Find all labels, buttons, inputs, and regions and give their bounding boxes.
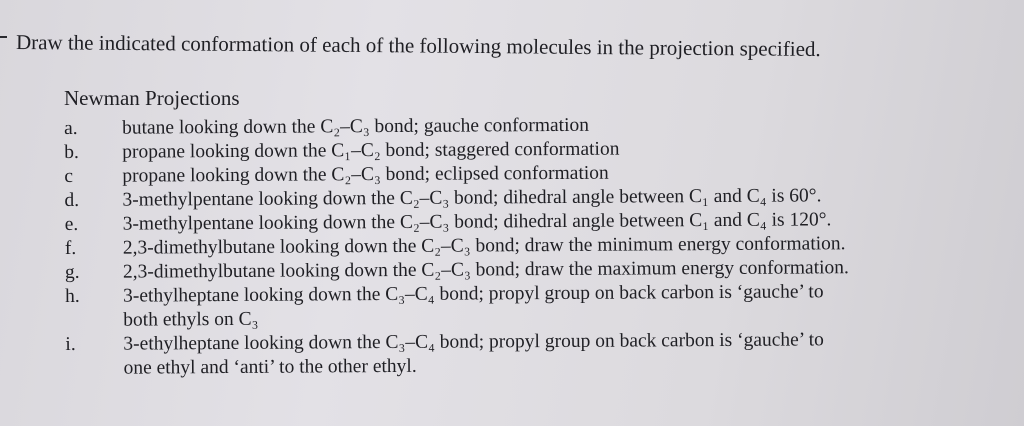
problem-list bbox=[64, 111, 986, 381]
item-letter: e. bbox=[64, 213, 79, 235]
item-text bbox=[123, 280, 824, 332]
item-letter: i. bbox=[65, 333, 76, 355]
list-item-i bbox=[65, 327, 985, 381]
question-bullet bbox=[0, 36, 7, 38]
item-letter: f. bbox=[64, 237, 77, 259]
item-line: 2,3-dimethylbutane looking down the C₂–C₃ bond; draw the minimum energy conformation. bbox=[122, 233, 846, 259]
item-text bbox=[122, 162, 609, 189]
item-letter: d. bbox=[64, 189, 80, 211]
item-line: butane looking down the C₂–C₃ bond; gauche conformation bbox=[122, 114, 590, 139]
item-line: 3-ethylheptane looking down the C₃–C₄ bond; propyl group on back carbon is ‘gauche’ to bbox=[123, 281, 824, 307]
item-line: 3-methylpentane looking down the C₂–C₃ bond; dihedral angle between C₁ and C₄ is 120°. bbox=[122, 209, 832, 235]
item-letter: b. bbox=[64, 141, 79, 163]
item-line: propane looking down the C₂–C₃ bond; eclipsed conformation bbox=[122, 162, 609, 187]
item-text bbox=[122, 114, 589, 141]
item-line: 3-methylpentane looking down the C₂–C₃ bond; dihedral angle between C₁ and C₄ is 60°. bbox=[122, 185, 822, 211]
list-item-h bbox=[65, 279, 985, 333]
item-line: 2,3-dimethylbutane looking down the C₂–C₃ bond; draw the maximum energy conformation. bbox=[122, 257, 849, 283]
item-line-continued: both ethyls on C₃ bbox=[123, 308, 259, 331]
item-letter: a. bbox=[64, 117, 78, 139]
item-letter: g. bbox=[64, 261, 80, 283]
item-text bbox=[123, 328, 824, 380]
item-text bbox=[122, 138, 619, 165]
item-line: propane looking down the C₁–C₂ bond; staggered conformation bbox=[122, 138, 620, 163]
item-letter: c bbox=[64, 165, 74, 187]
item-letter: h. bbox=[65, 285, 80, 307]
section-title: Newman Projections bbox=[64, 86, 240, 110]
item-line: 3-ethylheptane looking down the C₃–C₄ bond; propyl group on back carbon is ‘gauche’ to bbox=[123, 329, 824, 355]
question-heading: Draw the indicated conformation of each of the following molecules in the projection specified. bbox=[15, 30, 821, 62]
item-line-continued: one ethyl and ‘anti’ to the other ethyl. bbox=[123, 355, 417, 379]
